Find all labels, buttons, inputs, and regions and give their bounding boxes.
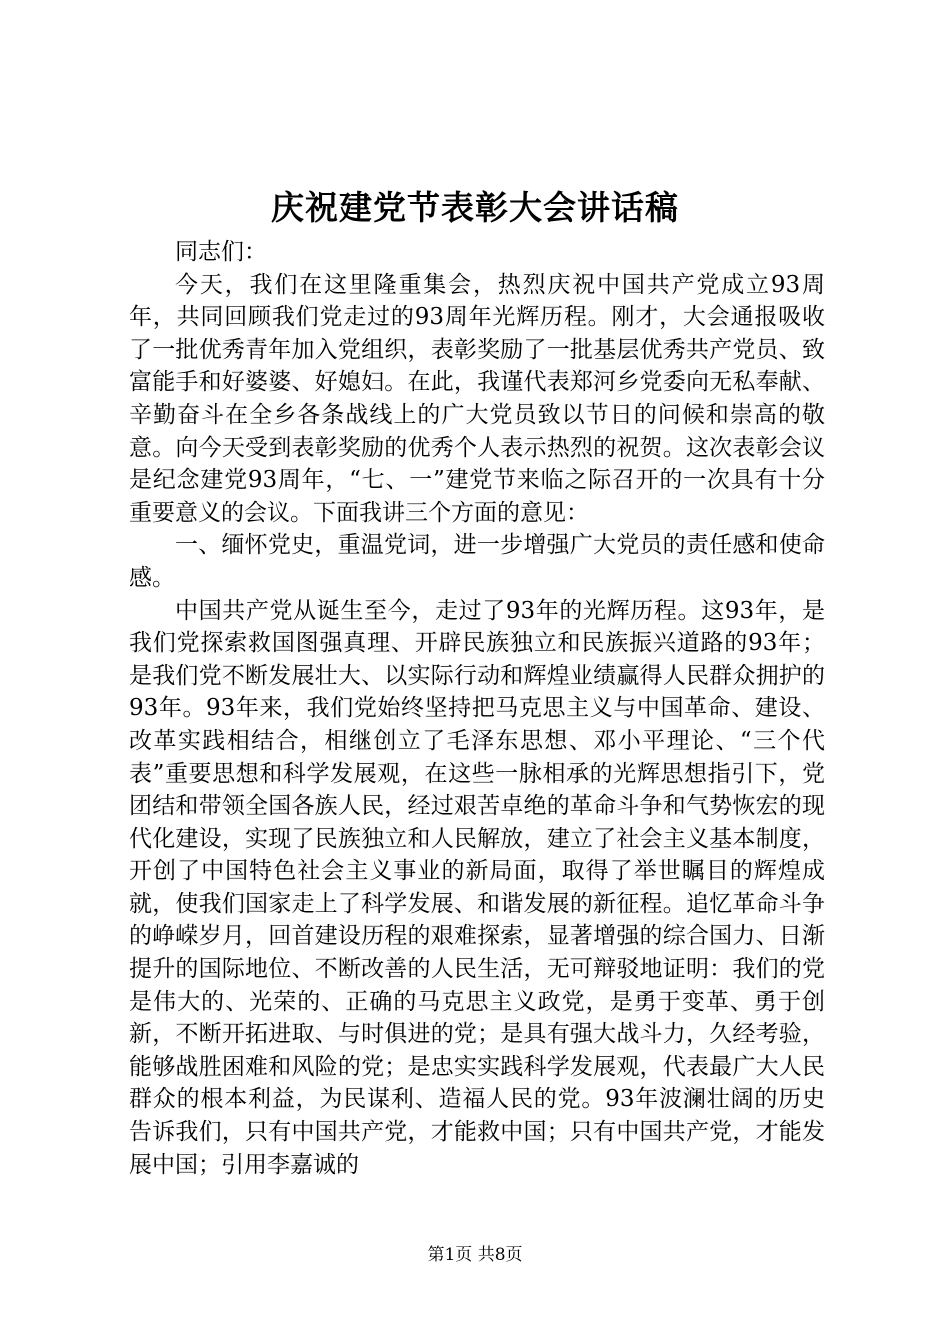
body-paragraph: 今天，我们在这里隆重集会，热烈庆祝中国共产党成立93周年，共同回顾我们党走过的93周年光辉历程。刚才，大会通报吸收了一批优秀青年加入党组织，表彰奖励了一批基层优秀共产党员、致富能手和好婆婆、好媳妇。在此，我谨代表郑河乡党委向无私奉献、辛勤奋斗在全乡各条战线上的广大党员致以节日的问候和崇高的敬意。向今天受到表彰奖励的优秀个人表示热烈的祝贺。这次表彰会议是纪念建党93周年，“七、一”建党节来临之际召开的一次具有十分重要意义的会议。下面我讲三个方面的意见： [129, 271, 825, 526]
body-paragraph: 中国共产党从诞生至今，走过了93年的光辉历程。这93年，是我们党探索救国图强真理、开辟民族独立和民族振兴道路的93年；是我们党不断发展壮大、以实际行动和辉煌业绩赢得人民群众拥护的93年。93年来，我们党始终坚持把马克思主义与中国革命、建设、改革实践相结合，相继创立了毛泽东思想、邓小平理论、“三个代表”重要思想和科学发展观，在这些一脉相承的光辉思想指引下，党团结和带领全国各族人民，经过艰苦卓绝的革命斗争和气势恢宏的现代化建设，实现了民族独立和人民解放，建立了社会主义基本制度，开创了中国特色社会主义事业的新局面，取得了举世瞩目的辉煌成就，使我们国家走上了科学发展、和谐发展的新征程。追忆革命斗争的峥嵘岁月，回首建设历程的艰难探索，显著增强的综合国力、日渐提升的国际地位、不断改善的人民生活，无可辩驳地证明：我们的党是伟大的、光荣的、正确的马克思主义政党，是勇于变革、勇于创新，不断开拓进取、与时俱进的党；是具有强大战斗力，久经考验，能够战胜困难和风险的党；是忠实实践科学发展观，代表最广大人民群众的根本利益，为民谋利、造福人民的党。93年波澜壮阔的历史告诉我们，只有中国共产党，才能救中国；只有中国共产党，才能发展中国；引用李嘉诚的 [129, 597, 825, 1178]
salutation-paragraph: 同志们： [175, 239, 267, 265]
document-title: 庆祝建党节表彰大会讲话稿 [271, 188, 679, 227]
section-heading-paragraph: 一、缅怀党史，重温党词，进一步增强广大党员的责任感和使命感。 [129, 532, 825, 591]
document-body [129, 236, 825, 1181]
page-number-footer: 第1页 共8页 [427, 1245, 523, 1265]
